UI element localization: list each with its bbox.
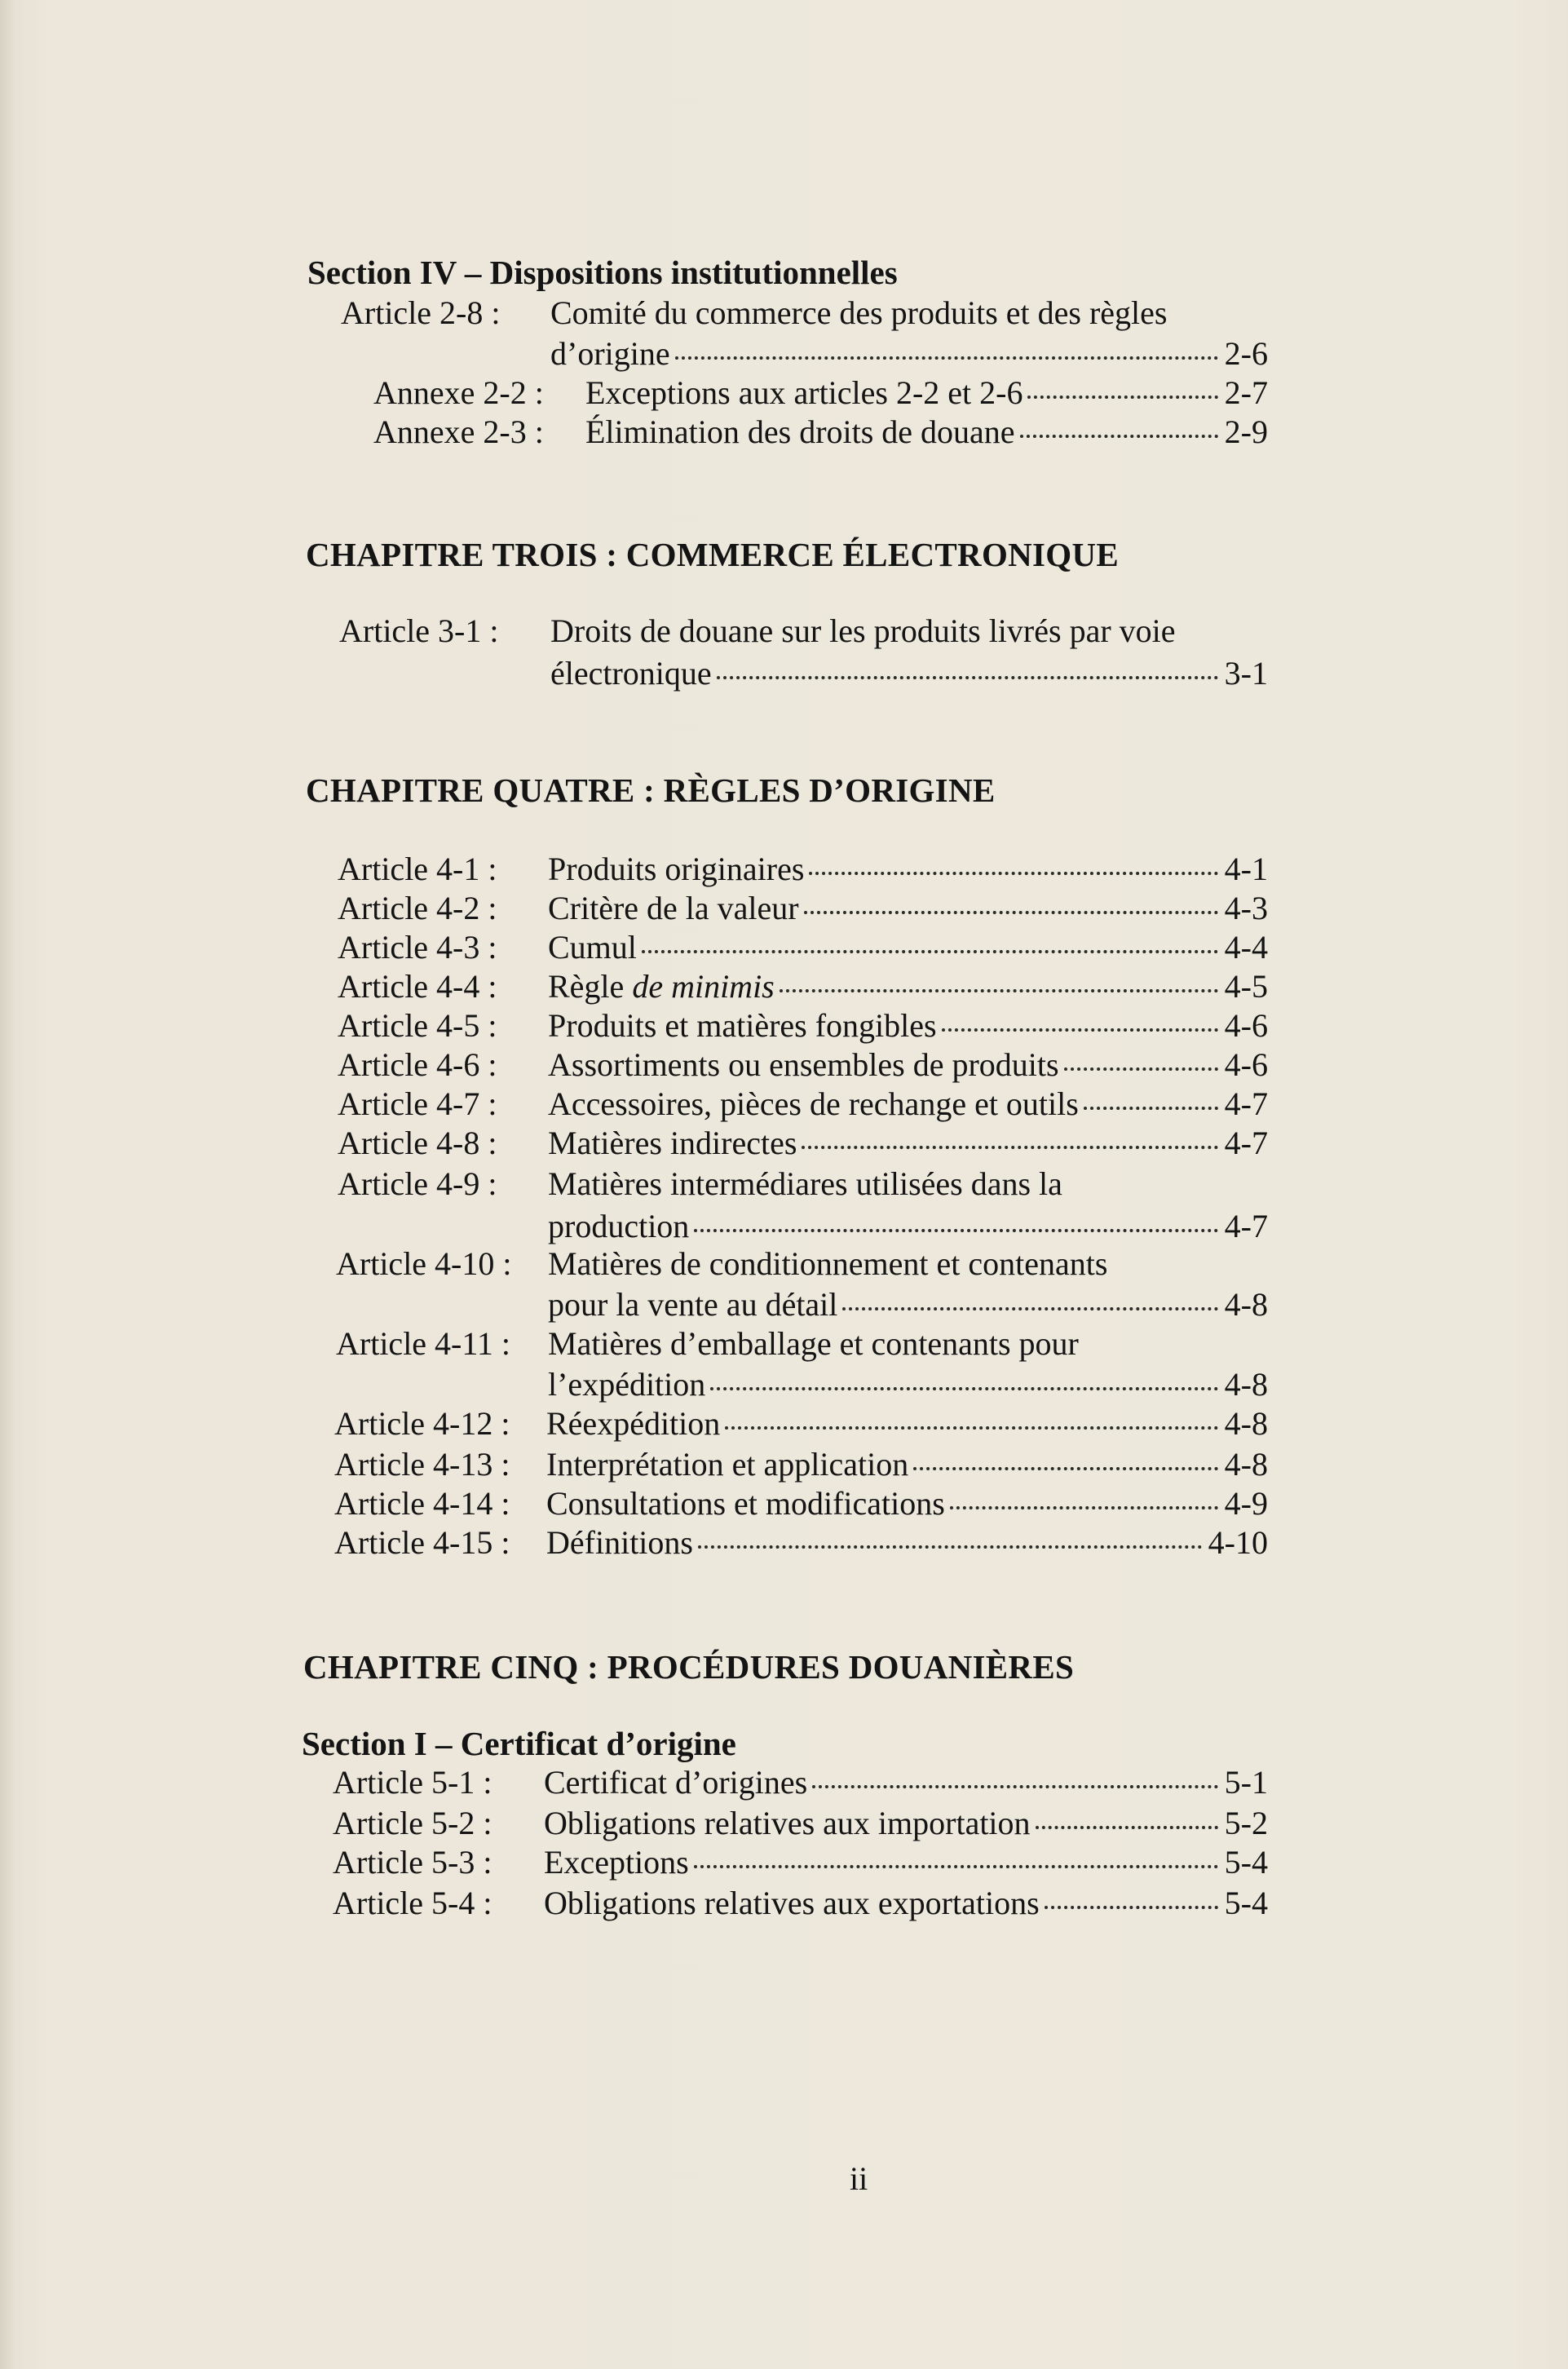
entry-title xyxy=(548,967,775,1005)
entry-title-roman: Règle xyxy=(548,968,625,1005)
entry-title: Cumul xyxy=(548,929,637,966)
toc-entry-article-4-9[interactable] xyxy=(0,1165,1568,1204)
entry-page: 4-6 xyxy=(1224,1046,1268,1083)
toc-entry-article-4-6[interactable] xyxy=(0,1045,1568,1085)
toc-entry-article-4-2[interactable] xyxy=(0,889,1568,928)
chapter-three-heading: CHAPITRE TROIS : COMMERCE ÉLECTRONIQUE xyxy=(306,536,1120,573)
dot-leader xyxy=(1020,435,1218,438)
toc-entry-article-5-1[interactable] xyxy=(0,1763,1568,1802)
toc-entry-article-4-11-cont xyxy=(0,1365,1568,1404)
entry-label: Article 4-15 : xyxy=(334,1524,510,1561)
entry-title-line2: l’expédition xyxy=(548,1366,706,1403)
entry-label: Annexe 2-2 : xyxy=(373,374,544,411)
chapter-five-heading: CHAPITRE CINQ : PROCÉDURES DOUANIÈRES xyxy=(303,1648,1075,1686)
entry-title: Accessoires, pièces de rechange et outils xyxy=(548,1085,1079,1122)
entry-page: 4-5 xyxy=(1224,968,1268,1005)
entry-page: 5-1 xyxy=(1224,1764,1268,1801)
entry-label: Article 4-4 : xyxy=(338,968,497,1005)
entry-page: 4-7 xyxy=(1224,1085,1268,1122)
entry-title: Définitions xyxy=(546,1524,693,1561)
entry-title-line1: Droits de douane sur les produits livrés par voie xyxy=(550,612,1176,649)
entry-title: Produits originaires xyxy=(548,851,805,887)
entry-label: Annexe 2-3 : xyxy=(373,413,544,450)
dot-leader xyxy=(725,1426,1217,1430)
entry-title-line2: pour la vente au détail xyxy=(548,1286,838,1323)
toc-entry-article-4-9-cont xyxy=(0,1207,1568,1246)
dot-leader xyxy=(950,1506,1218,1509)
entry-title: Interprétation et application xyxy=(546,1446,909,1483)
section-i-heading: Section I – Certificat d’origine xyxy=(302,1725,736,1762)
entry-page: 4-8 xyxy=(1224,1446,1268,1483)
entry-title: Critère de la valeur xyxy=(548,890,799,926)
entry-label: Article 4-11 : xyxy=(336,1325,511,1362)
toc-entry-article-4-11[interactable] xyxy=(0,1324,1568,1364)
toc-entry-annexe-2-2[interactable] xyxy=(0,373,1568,413)
toc-entry-article-4-5[interactable] xyxy=(0,1006,1568,1045)
entry-title: Élimination des droits de douane xyxy=(585,413,1015,450)
dot-leader xyxy=(842,1307,1217,1310)
entry-title: Matières indirectes xyxy=(548,1125,797,1161)
dot-leader xyxy=(780,989,1218,992)
entry-label: Article 4-9 : xyxy=(338,1165,497,1202)
entry-label: Article 4-3 : xyxy=(338,929,497,966)
entry-page: 4-7 xyxy=(1224,1208,1268,1244)
entry-title-line2: électronique xyxy=(550,655,712,692)
entry-title-italic: de minimis xyxy=(632,968,775,1005)
entry-page: 4-1 xyxy=(1224,851,1268,887)
dot-leader xyxy=(694,1865,1218,1868)
toc-entry-article-4-3[interactable] xyxy=(0,928,1568,967)
entry-page: 5-4 xyxy=(1224,1885,1268,1921)
section-iv-heading: Section IV – Dispositions institutionnelles xyxy=(307,254,898,291)
entry-title-line2: production xyxy=(548,1208,690,1244)
toc-entry-article-5-3[interactable] xyxy=(0,1843,1568,1882)
entry-page: 2-7 xyxy=(1224,374,1268,411)
page-number: ii xyxy=(850,2160,868,2197)
entry-label: Article 4-2 : xyxy=(338,890,497,926)
entry-title-line2: d’origine xyxy=(550,335,670,372)
toc-entry-article-4-10-cont xyxy=(0,1285,1568,1324)
toc-entry-article-4-12[interactable] xyxy=(0,1404,1568,1443)
entry-label: Article 4-13 : xyxy=(334,1446,510,1483)
toc-entry-article-4-10[interactable] xyxy=(0,1244,1568,1284)
entry-page: 4-8 xyxy=(1224,1405,1268,1442)
entry-page: 3-1 xyxy=(1224,655,1268,692)
toc-entry-article-4-4[interactable] xyxy=(0,967,1568,1006)
entry-title: Exceptions xyxy=(544,1844,689,1881)
entry-label: Article 5-1 : xyxy=(333,1764,492,1801)
toc-entry-article-5-4[interactable] xyxy=(0,1884,1568,1923)
dot-leader xyxy=(698,1545,1202,1549)
entry-label: Article 4-12 : xyxy=(334,1405,510,1442)
entry-page: 5-4 xyxy=(1224,1844,1268,1881)
dot-leader xyxy=(802,1146,1217,1149)
entry-page: 2-6 xyxy=(1224,335,1268,372)
entry-title: Assortiments ou ensembles de produits xyxy=(548,1046,1059,1083)
dot-leader xyxy=(1036,1826,1218,1829)
toc-entry-article-4-14[interactable] xyxy=(0,1484,1568,1523)
dot-leader xyxy=(675,356,1218,360)
entry-title: Obligations relatives aux importation xyxy=(544,1805,1031,1841)
toc-entry-article-2-8[interactable] xyxy=(0,294,1568,333)
dot-leader xyxy=(642,950,1218,953)
entry-page: 4-8 xyxy=(1224,1366,1268,1403)
entry-title: Consultations et modifications xyxy=(546,1485,945,1522)
dot-leader xyxy=(942,1028,1218,1032)
dot-leader xyxy=(804,911,1218,914)
entry-page: 4-8 xyxy=(1224,1286,1268,1323)
dot-leader xyxy=(1045,1906,1218,1909)
entry-page: 2-9 xyxy=(1224,413,1268,450)
toc-entry-article-3-1-cont xyxy=(0,654,1568,693)
toc-entry-article-5-2[interactable] xyxy=(0,1804,1568,1843)
entry-label: Article 4-6 : xyxy=(338,1046,497,1083)
dot-leader xyxy=(717,676,1218,679)
entry-label: Article 3-1 : xyxy=(339,612,499,649)
chapter-four-heading: CHAPITRE QUATRE : RÈGLES D’ORIGINE xyxy=(306,771,996,809)
dot-leader xyxy=(812,1785,1217,1788)
entry-title-line1: Matières intermédiares utilisées dans la xyxy=(548,1165,1062,1202)
toc-entry-annexe-2-3[interactable] xyxy=(0,413,1568,452)
entry-label: Article 4-1 : xyxy=(338,851,497,887)
dot-leader xyxy=(1027,396,1217,399)
entry-title-line1: Comité du commerce des produits et des règles xyxy=(550,294,1168,331)
entry-title: Exceptions aux articles 2-2 et 2-6 xyxy=(585,374,1023,411)
toc-entry-article-4-15[interactable] xyxy=(0,1523,1568,1562)
entry-label: Article 4-10 : xyxy=(336,1245,512,1282)
entry-page: 4-6 xyxy=(1224,1007,1268,1044)
entry-page: 5-2 xyxy=(1224,1805,1268,1841)
entry-title: Certificat d’origines xyxy=(544,1764,808,1801)
dot-leader xyxy=(913,1467,1217,1470)
dot-leader xyxy=(1084,1107,1218,1110)
entry-label: Article 5-2 : xyxy=(333,1805,492,1841)
entry-title: Réexpédition xyxy=(546,1405,721,1442)
entry-page: 4-3 xyxy=(1224,890,1268,926)
entry-title: Produits et matières fongibles xyxy=(548,1007,937,1044)
entry-page: 4-9 xyxy=(1224,1485,1268,1522)
entry-label: Article 5-4 : xyxy=(333,1885,492,1921)
entry-title: Obligations relatives aux exportations xyxy=(544,1885,1040,1921)
dot-leader xyxy=(809,872,1217,875)
toc-entry-article-4-1[interactable] xyxy=(0,850,1568,889)
entry-page: 4-10 xyxy=(1208,1524,1268,1561)
entry-page: 4-4 xyxy=(1224,929,1268,966)
dot-leader xyxy=(694,1229,1217,1232)
toc-entry-article-2-8-cont xyxy=(0,334,1568,373)
entry-label: Article 4-7 : xyxy=(338,1085,497,1122)
entry-label: Article 5-3 : xyxy=(333,1844,492,1881)
entry-label: Article 4-5 : xyxy=(338,1007,497,1044)
entry-label: Article 4-8 : xyxy=(338,1125,497,1161)
entry-label: Article 4-14 : xyxy=(334,1485,510,1522)
toc-entry-article-3-1[interactable] xyxy=(0,612,1568,651)
toc-entry-article-4-7[interactable] xyxy=(0,1085,1568,1124)
toc-entry-article-4-8[interactable] xyxy=(0,1124,1568,1163)
entry-page: 4-7 xyxy=(1224,1125,1268,1161)
dot-leader xyxy=(1064,1067,1218,1071)
dot-leader xyxy=(710,1387,1217,1390)
entry-title-line1: Matières d’emballage et contenants pour xyxy=(548,1325,1079,1362)
entry-label: Article 2-8 : xyxy=(341,294,501,331)
entry-title-line1: Matières de conditionnement et contenants xyxy=(548,1245,1108,1282)
toc-entry-article-4-13[interactable] xyxy=(0,1445,1568,1484)
